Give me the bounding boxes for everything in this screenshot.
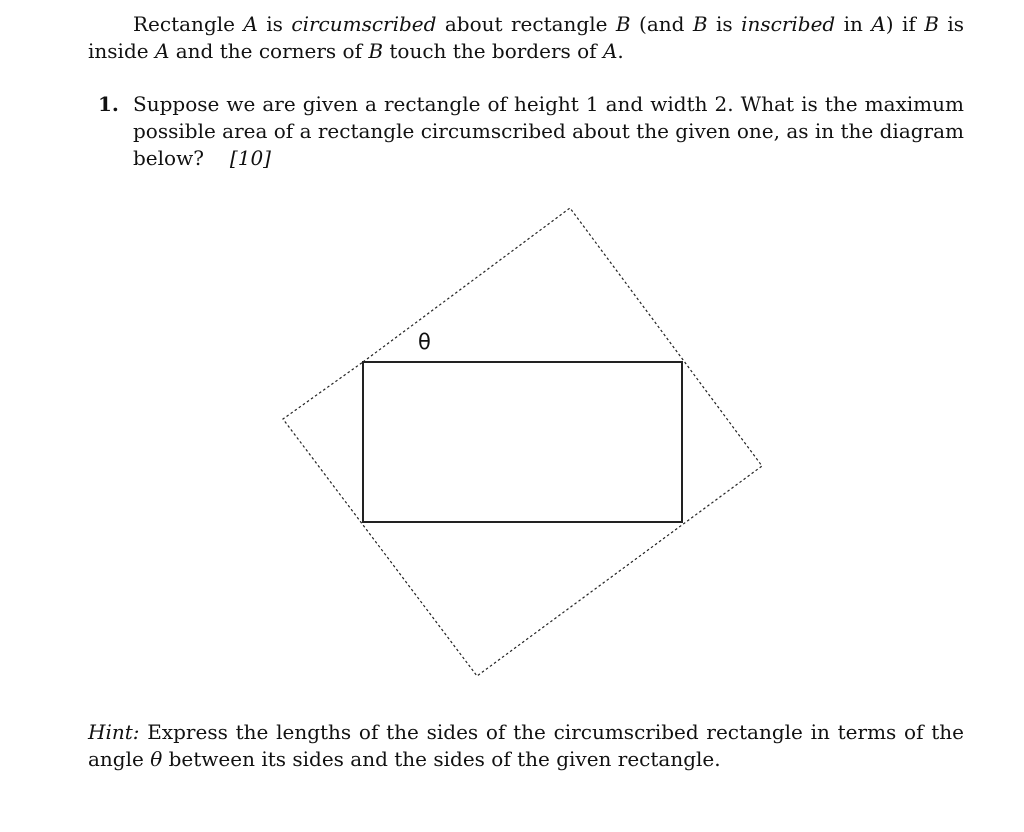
var-b: B bbox=[692, 12, 708, 36]
intro-text: (and bbox=[630, 12, 693, 36]
problem-marks: [10] bbox=[229, 146, 271, 170]
hint-text-2: between its sides and the sides of the given rectangle. bbox=[162, 747, 721, 771]
intro-paragraph bbox=[88, 11, 964, 65]
given-rectangle bbox=[363, 362, 682, 522]
hint-paragraph bbox=[88, 719, 964, 773]
problem-number: 1. bbox=[98, 92, 119, 116]
intro-text: Rectangle bbox=[133, 12, 244, 36]
intro-text: about rectangle bbox=[436, 12, 616, 36]
hint-theta: θ bbox=[150, 747, 163, 771]
intro-text: touch the borders of bbox=[383, 39, 603, 63]
circumscribed-rectangle bbox=[283, 208, 762, 676]
var-a: A bbox=[243, 12, 258, 36]
term-circumscribed: circumscribed bbox=[291, 12, 437, 36]
intro-text: is bbox=[707, 12, 742, 36]
var-a: A bbox=[154, 39, 170, 63]
var-b: B bbox=[368, 39, 384, 63]
intro-text: ) if bbox=[885, 12, 925, 36]
hint-label: Hint: bbox=[88, 720, 140, 744]
intro-text: is inside bbox=[88, 12, 965, 63]
var-b: B bbox=[615, 12, 631, 36]
problem-1 bbox=[98, 91, 964, 172]
intro-text: in bbox=[835, 12, 872, 36]
var-a: A bbox=[871, 12, 886, 36]
var-a: A bbox=[602, 39, 618, 63]
intro-text: is bbox=[257, 12, 292, 36]
hint-text: Express the lengths of the sides of the circumscribed rectangle in terms of the angle bbox=[88, 720, 964, 771]
problem-text: Suppose we are given a rectangle of height 1 and width 2. What is the maximum possible area of a rectangle circumscribed about the given one, as in the diagram below? bbox=[133, 92, 964, 170]
var-b: B bbox=[924, 12, 939, 36]
term-inscribed: inscribed bbox=[741, 12, 836, 36]
intro-text: . bbox=[617, 39, 624, 63]
angle-theta-label: θ bbox=[418, 330, 431, 354]
intro-text: and the corners of bbox=[169, 39, 369, 63]
problem-body bbox=[133, 91, 964, 172]
